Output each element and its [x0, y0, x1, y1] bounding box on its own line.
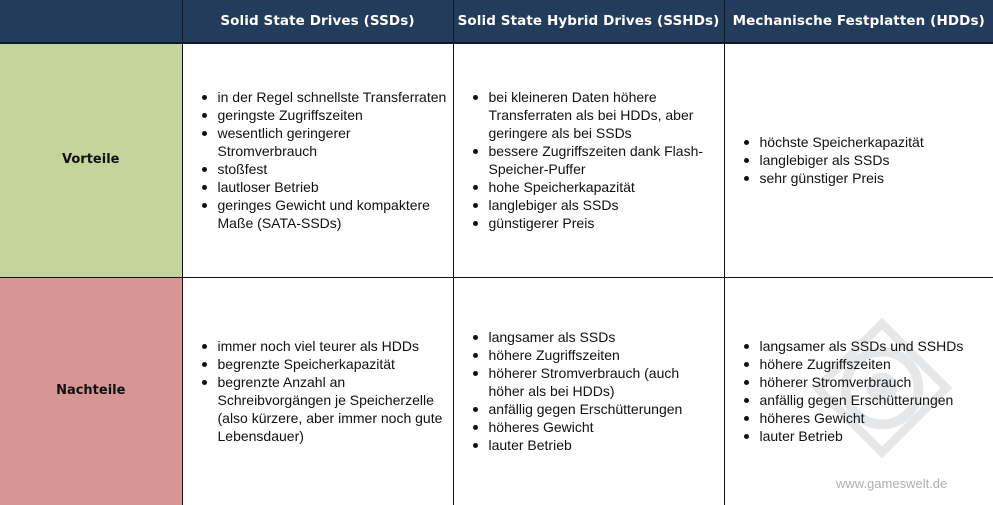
- cell-hdd-vorteile: [724, 43, 993, 277]
- list-item: lauter Betrieb: [472, 436, 718, 454]
- row-nachteile: [0, 277, 993, 505]
- list-item: höheres Gewicht: [743, 409, 988, 427]
- list-item: immer noch viel teurer als HDDs: [201, 337, 447, 355]
- list-item: begrenzte Speicherkapazität: [201, 355, 447, 373]
- list-item: sehr günstiger Preis: [743, 169, 988, 187]
- list-item: günstigerer Preis: [472, 214, 718, 232]
- list-item: hohe Speicherkapazität: [472, 178, 718, 196]
- list-item: bei kleineren Daten höhere Transferraten als bei HDDs, aber geringere als bei SSDs: [472, 88, 718, 142]
- bullet-list: [725, 133, 993, 187]
- list-item: höherer Stromverbrauch (auch höher als bei HDDs): [472, 364, 718, 400]
- list-item: höhere Zugriffszeiten: [743, 355, 988, 373]
- row-vorteile: [0, 43, 993, 277]
- bullet-list: [725, 337, 993, 445]
- row-label-vorteile: Vorteile: [0, 43, 182, 277]
- list-item: anfällig gegen Erschütterungen: [743, 391, 988, 409]
- header-row: [0, 0, 993, 43]
- list-item: langsamer als SSDs und SSHDs: [743, 337, 988, 355]
- header-corner: [0, 0, 182, 43]
- list-item: stoßfest: [201, 160, 447, 178]
- list-item: wesentlich geringerer Stromverbrauch: [201, 124, 447, 160]
- bullet-list: [183, 337, 453, 445]
- cell-ssd-vorteile: [182, 43, 453, 277]
- list-item: höhere Zugriffszeiten: [472, 346, 718, 364]
- header-hdd: Mechanische Festplatten (HDDs): [724, 0, 993, 43]
- list-item: lauter Betrieb: [743, 427, 988, 445]
- list-item: lautloser Betrieb: [201, 178, 447, 196]
- list-item: langsamer als SSDs: [472, 328, 718, 346]
- list-item: bessere Zugriffszeiten dank Flash-Speicher-Puffer: [472, 142, 718, 178]
- watermark-text: www.gameswelt.de: [836, 476, 948, 491]
- header-sshd: Solid State Hybrid Drives (SSHDs): [453, 0, 724, 43]
- list-item: in der Regel schnellste Transferraten: [201, 88, 447, 106]
- list-item: höherer Stromverbrauch: [743, 373, 988, 391]
- cell-hdd-nachteile: [724, 277, 993, 505]
- row-label-nachteile: Nachteile: [0, 277, 182, 505]
- list-item: anfällig gegen Erschütterungen: [472, 400, 718, 418]
- bullet-list: [454, 328, 724, 454]
- list-item: langlebiger als SSDs: [743, 151, 988, 169]
- bullet-list: [454, 88, 724, 232]
- list-item: geringste Zugriffszeiten: [201, 106, 447, 124]
- list-item: begrenzte Anzahl an Schreibvorgängen je Speicherzelle (also kürzere, aber immer noch gute Lebensdauer): [201, 373, 447, 445]
- cell-sshd-nachteile: [453, 277, 724, 505]
- bullet-list: [183, 88, 453, 232]
- list-item: höheres Gewicht: [472, 418, 718, 436]
- header-ssd: Solid State Drives (SSDs): [182, 0, 453, 43]
- cell-ssd-nachteile: [182, 277, 453, 505]
- list-item: geringes Gewicht und kompaktere Maße (SATA-SSDs): [201, 196, 447, 232]
- list-item: höchste Speicherkapazität: [743, 133, 988, 151]
- list-item: langlebiger als SSDs: [472, 196, 718, 214]
- cell-sshd-vorteile: [453, 43, 724, 277]
